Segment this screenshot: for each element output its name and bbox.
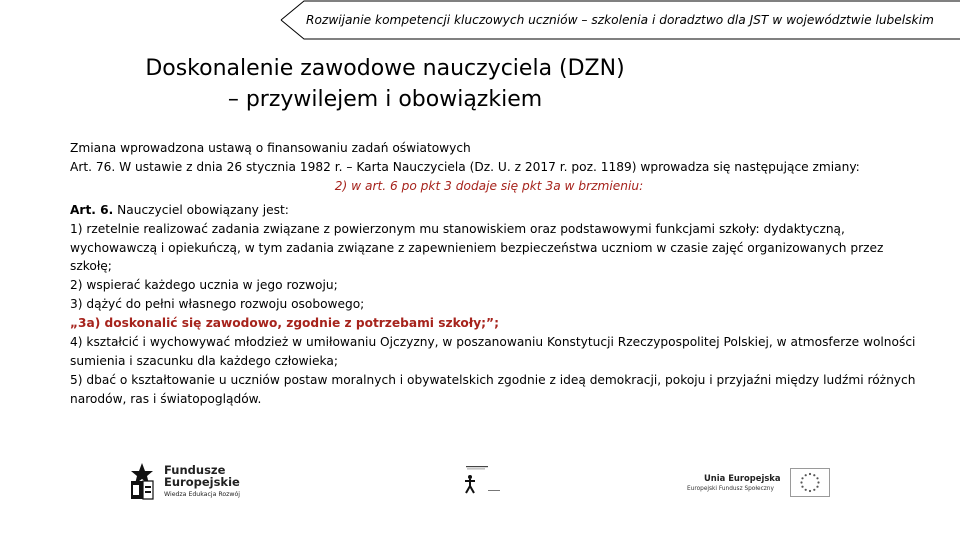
page-title-line-2: – przywilejem i obowiązkiem — [227, 87, 543, 112]
list-item-3a-highlight: „3a) doskonalić się zawodowo, zgodnie z potrzebami szkoły;”; — [70, 316, 499, 331]
unia-europejska-name: Unia Europejska — [704, 473, 781, 483]
header-banner — [0, 0, 960, 40]
article-label: Art. 6. — [70, 202, 114, 217]
page-title — [100, 53, 670, 115]
fundusze-europejskie-icon — [129, 461, 155, 501]
list-item-1: 1) rzetelnie realizować zadania związane z powierzonym mu stanowiskiem oraz podstawowymi funkcjami szkoły: dydaktyczną, wychowawczą i opiekuńczą, w tym zadania związane z zapewnieniem bezpieczeństwa uczniom w czasie zajęć organizowanych przez szkołę; — [70, 221, 884, 274]
fundusze-europejskie-name: Fundusze Europejskie — [164, 463, 240, 489]
list-item-2: 2) wspierać każdego ucznia w jego rozwoju; — [70, 278, 338, 293]
list-item-3: 3) dążyć do pełni własnego rozwoju osobowego; — [70, 297, 365, 312]
list-item-5: 5) dbać o kształtowanie u uczniów postaw moralnych i obywatelskich zgodnie z ideą demokracji, pokoju i przyjaźni między ludźmi różnych narodów, ras i światopoglądów. — [70, 372, 916, 406]
header-banner-text: Rozwijanie kompetencji kluczowych uczniów – szkolenia i doradztwo dla JST w województwie lubelskim — [306, 13, 934, 27]
partner-figure-icon — [458, 464, 504, 496]
intro-line-2: Art. 76. W ustawie z dnia 26 stycznia 1982 r. – Karta Nauczyciela (Dz. U. z 2017 r. poz. 1189) wprowadza się następujące zmiany: — [70, 159, 860, 174]
list-item-4: 4) kształcić i wychowywać młodzież w umiłowaniu Ojczyzny, w poszanowaniu Konstytucji Rzeczypospolitej Polskiej, w atmosferze wolności sumienia i szacunku dla każdego człowieka; — [70, 335, 916, 368]
partner-logo — [458, 464, 504, 496]
program-name: Wiedza Edukacja Rozwój — [164, 491, 240, 498]
article-intro: Nauczyciel obowiązany jest: — [113, 202, 289, 217]
unia-europejska-logo — [687, 468, 832, 498]
page-title-line-1: Doskonalenie zawodowe nauczyciela (DZN) — [145, 56, 625, 81]
amendment-note: 2) w art. 6 po pkt 3 dodaje się pkt 3a w brzmieniu: — [334, 178, 644, 193]
article-heading — [70, 201, 920, 220]
fundusze-europejskie-logo — [129, 461, 269, 503]
intro-line-1: Zmiana wprowadzona ustawą o finansowaniu zadań oświatowych — [70, 141, 471, 155]
document-body — [70, 139, 920, 409]
efs-name: Europejski Fundusz Społeczny — [687, 486, 774, 492]
eu-flag-icon — [790, 468, 830, 497]
